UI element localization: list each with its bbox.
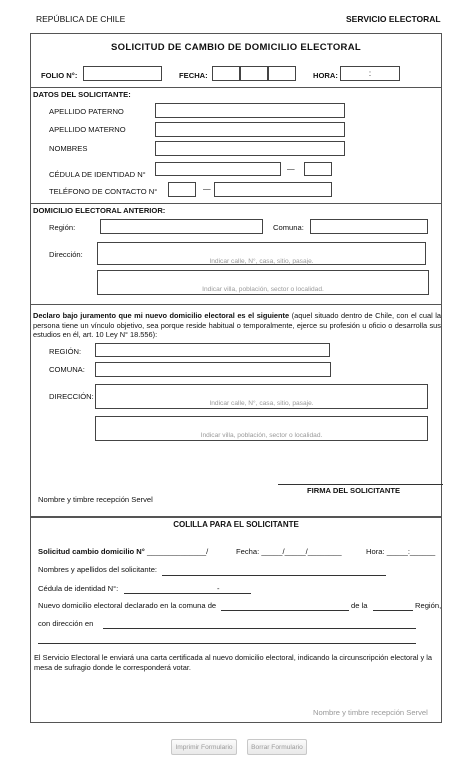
colilla-nombres-label: Nombres y apellidos del solicitante: — [38, 565, 158, 574]
colilla-fecha-label: Fecha: — [236, 547, 260, 556]
fecha-month-input[interactable] — [240, 66, 268, 81]
nuevo-calle-hint: Indicar calle, N°, casa, sitio, pasaje. — [209, 400, 314, 407]
nuevo-comuna-label: COMUNA: — [49, 365, 85, 374]
folio-label: FOLIO N°: — [41, 71, 78, 80]
cedula-label: CÉDULA DE IDENTIDAD N° — [49, 170, 146, 179]
section-solicitante: DATOS DEL SOLICITANTE: — [33, 90, 131, 99]
nuevo-villa-input[interactable] — [95, 416, 428, 441]
colilla-cedula-line — [124, 593, 251, 594]
colilla-hora-label: Hora: — [366, 547, 385, 556]
apellido-materno-label: APELLIDO MATERNO — [49, 125, 126, 134]
borrar-button[interactable]: Borrar Formulario — [247, 739, 307, 755]
anterior-calle-input[interactable] — [97, 242, 426, 265]
colilla-direccion-label: con dirección en — [38, 619, 94, 628]
cedula-dash: — — [287, 164, 295, 173]
nuevo-direccion-label: DIRECCIÓN: — [49, 392, 94, 401]
divider — [31, 87, 441, 88]
colilla-nombres-line — [162, 575, 386, 576]
anterior-villa-input[interactable] — [97, 270, 429, 295]
apellido-paterno-label: APELLIDO PATERNO — [49, 107, 124, 116]
declaracion-bold: Declaro bajo juramento que mi nuevo domicilio electoral es el siguiente — [33, 311, 290, 320]
colilla-cedula-label: Cédula de identidad N°: — [38, 584, 119, 593]
colilla-hora-blank: _____:______ — [386, 547, 436, 556]
apellido-materno-input[interactable] — [155, 122, 345, 137]
colilla-solicitud-label: Solicitud cambio domicilio N° — [38, 547, 145, 556]
nombres-label: NOMBRES — [49, 144, 88, 153]
hora-colon: : — [368, 69, 372, 78]
nuevo-comuna-input[interactable] — [95, 362, 331, 377]
anterior-region-input[interactable] — [100, 219, 263, 234]
declaracion-rest: (aquel situado dentro de Chile, con el cual la persona tiene un vínculo objetivo, sea porque reside habitual o temporalmente, ejerce su profesión u oficio o desarrolla sus estudios en él, art. 10 Ley N° 18.556): — [33, 311, 441, 340]
nuevo-region-label: REGIÓN: — [49, 347, 82, 356]
hora-input[interactable] — [340, 66, 400, 81]
nuevo-calle-input[interactable] — [95, 384, 428, 409]
nuevo-villa-hint: Indicar villa, población, sector o localidad. — [200, 432, 323, 439]
colilla-de-la: de la — [351, 601, 368, 610]
form-container — [30, 33, 442, 723]
hora-label: HORA: — [313, 71, 338, 80]
fecha-label: FECHA: — [179, 71, 208, 80]
colilla-direccion-line — [103, 628, 416, 629]
colilla-solicitud-row — [38, 547, 208, 556]
nombres-input[interactable] — [155, 141, 345, 156]
form-title: SOLICITUD DE CAMBIO DE DOMICILIO ELECTORAL — [111, 42, 361, 53]
header-left: REPÚBLICA DE CHILE — [36, 14, 126, 24]
imprimir-button[interactable]: Imprimir Formulario — [171, 739, 237, 755]
colilla-fecha-blank: _____/_____/________ — [261, 547, 342, 556]
colilla-title: COLILLA PARA EL SOLICITANTE — [173, 520, 299, 529]
cedula-input[interactable] — [155, 162, 281, 176]
fecha-day-input[interactable] — [212, 66, 240, 81]
cedula-dv-input[interactable] — [304, 162, 332, 176]
declaracion-text — [33, 311, 441, 340]
colilla-cedula-dash: - — [217, 584, 220, 593]
colilla-recepcion: Nombre y timbre recepción Servel — [313, 708, 428, 717]
anterior-comuna-input[interactable] — [310, 219, 428, 234]
telefono-prefix-input[interactable] — [168, 182, 196, 197]
folio-input[interactable] — [83, 66, 162, 81]
colilla-region-line — [373, 610, 413, 611]
anterior-comuna-label: Comuna: — [273, 223, 304, 232]
colilla-solicitud-blank: ______________/ — [146, 547, 209, 556]
telefono-label: TELÉFONO DE CONTACTO N° — [49, 187, 158, 196]
colilla-direccion-line-2 — [38, 643, 416, 644]
header-right: SERVICIO ELECTORAL — [346, 14, 441, 24]
divider — [31, 203, 441, 204]
firma-label: FIRMA DEL SOLICITANTE — [307, 486, 401, 495]
colilla-fecha-row — [236, 547, 342, 556]
fecha-year-input[interactable] — [268, 66, 296, 81]
colilla-hora-row — [366, 547, 435, 556]
nuevo-region-input[interactable] — [95, 343, 330, 357]
colilla-aviso: El Servicio Electoral le enviará una carta certificada al nuevo domicilio electoral, indicando la circunscripción electoral y la mesa de sufragio donde le corresponderá votar. — [34, 653, 432, 672]
apellido-paterno-input[interactable] — [155, 103, 345, 118]
colilla-region-label: Región, — [415, 601, 442, 610]
divider — [31, 516, 441, 518]
colilla-comuna-line — [221, 610, 349, 611]
firma-line — [278, 484, 443, 485]
anterior-region-label: Región: — [49, 223, 76, 232]
divider — [31, 304, 441, 305]
anterior-villa-hint: Indicar villa, población, sector o localidad. — [202, 286, 324, 293]
telefono-number-input[interactable] — [214, 182, 332, 197]
recepcion-label: Nombre y timbre recepción Servel — [38, 495, 153, 504]
anterior-calle-hint: Indicar calle, N°, casa, sitio, pasaje. — [209, 258, 314, 265]
colilla-nuevo-label: Nuevo domicilio electoral declarado en la comuna de — [38, 601, 217, 610]
telefono-dash: — — [203, 184, 211, 193]
anterior-direccion-label: Dirección: — [49, 250, 83, 259]
section-anterior: DOMICILIO ELECTORAL ANTERIOR: — [33, 206, 166, 215]
